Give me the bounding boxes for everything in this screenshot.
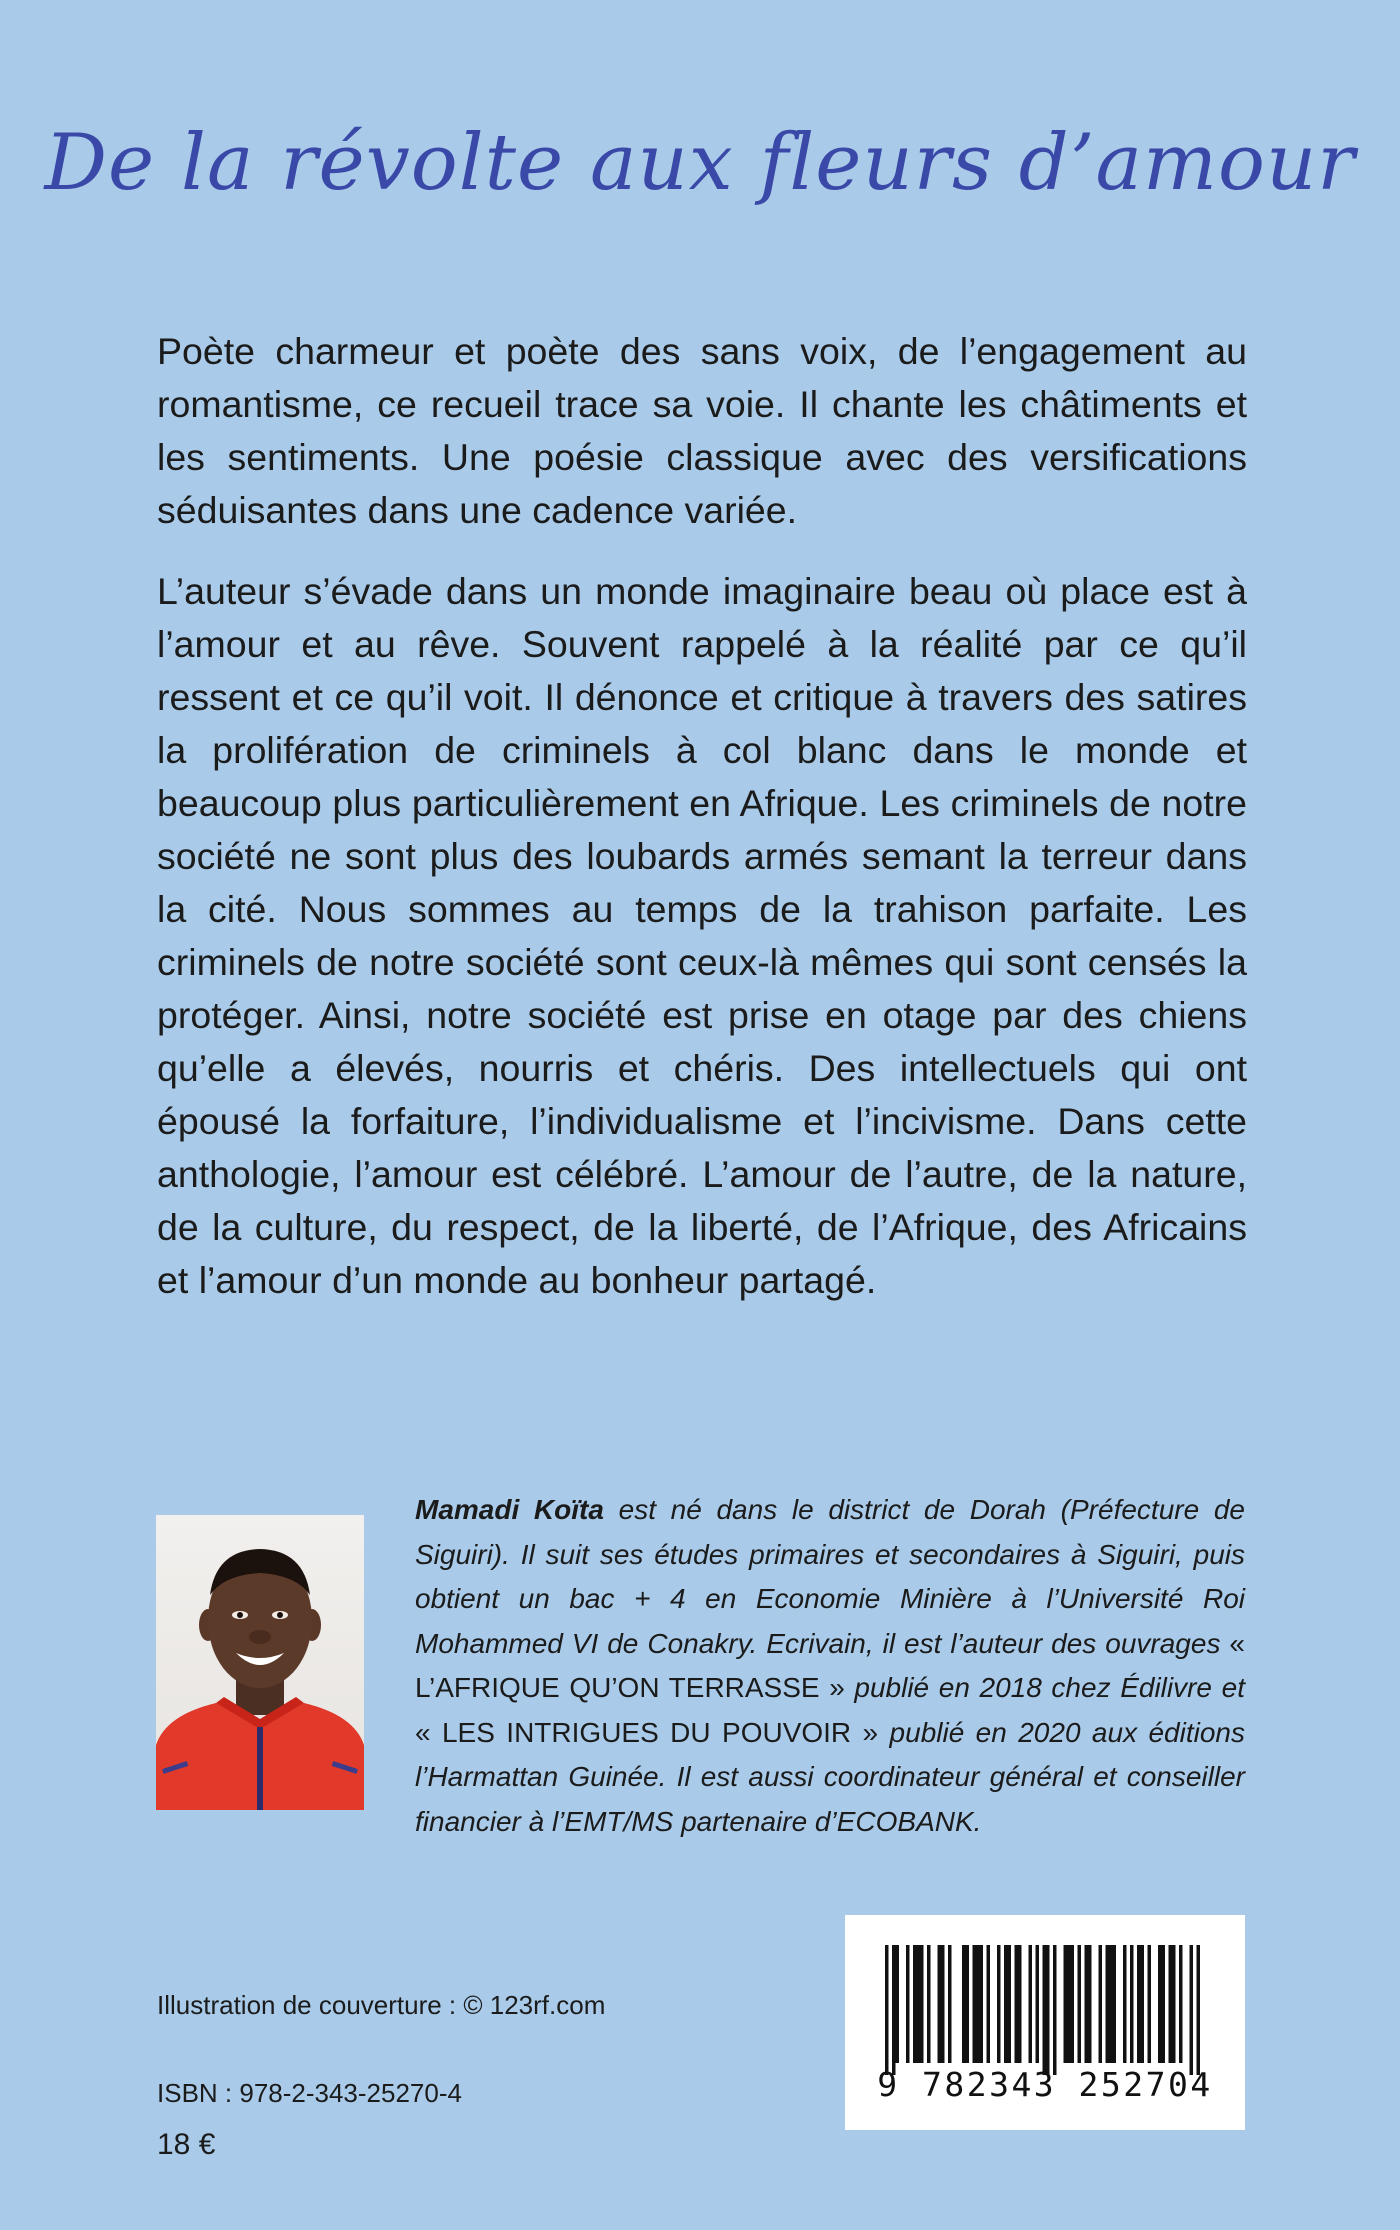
barcode-bar [976,1945,980,2063]
barcode-bar [896,1945,900,2063]
barcode-bar [1018,1945,1022,2063]
barcode-bar [1162,1945,1166,2063]
barcode-bar [1008,1945,1012,2063]
barcode-bar [1137,1945,1141,2063]
barcode-bar [1071,1945,1075,2063]
blurb-paragraph-1: Poète charmeur et poète des sans voix, de l’engagement au romantisme, ce recueil trace sa voie. Il chante les châtiments et les sentiments. Une poésie classique avec des versifications séduisantes dans une cadence variée. [157,330,1247,531]
barcode [845,1915,1245,2130]
barcode-bar [1197,1945,1201,2075]
barcode-bar [1053,1945,1057,2075]
barcode-bar [997,1945,1001,2063]
barcode-bar [917,1945,921,2063]
barcode-bar [948,1945,952,2063]
price: 18 € [157,2128,216,2161]
barcode-bar [1141,1945,1145,2063]
barcode-bar [1046,1945,1050,2075]
barcode-bar [1172,1945,1176,2063]
barcode-bar [1004,1945,1008,2063]
barcode-bar [941,1945,945,2063]
barcode-bar [1015,1945,1019,2063]
barcode-bar [920,1945,924,2063]
barcode-digits: 9 782343 252704 [877,2065,1213,2104]
barcode-bar [913,1945,917,2063]
book-title-2: « LES INTRIGUES DU POUVOIR » [415,1716,879,1748]
author-name: Mamadi Koïta [415,1494,604,1525]
author-bio-text-2: publié en 2018 chez Édilivre et [844,1672,1245,1703]
author-bio-text-1: est né dans le district de Dorah (Préfecture de Siguiri). Il suit ses études primaires et secondaires à Siguiri, puis obtient un bac + 4 en Economie Minière à l’Université Roi Mohammed VI de Conakry. Ecrivain, il est l’auteur des ouvrages [415,1494,1246,1659]
barcode-bar [1043,1945,1047,2075]
barcode-bar [962,1945,966,2063]
author-photo [156,1515,364,1810]
barcode-bar [973,1945,977,2063]
barcode-bar [1123,1945,1127,2063]
illustration-credit: Illustration de couverture : © 123rf.com [157,1990,606,2020]
barcode-bar [1029,1945,1033,2063]
barcode-bar [927,1945,931,2063]
barcode-bar [1113,1945,1117,2063]
isbn: ISBN : 978-2-343-25270-4 [157,2078,462,2108]
barcode-bar [1085,1945,1089,2063]
book-title-1: « L’AFRIQUE QU’ON TERRASSE » [415,1627,1245,1703]
barcode-bar [1099,1945,1103,2063]
barcode-bar [885,1945,889,2075]
author-bio-text-3: publié en 2020 aux éditions l’Harmattan Guinée. Il est aussi coordinateur général et conseiller financier à l’EMT/MS partenaire d’ECOBANK. [415,1716,1245,1837]
barcode-bar [1106,1945,1110,2063]
author-bio [415,1488,1245,1844]
barcode-bar [1109,1945,1113,2063]
barcode-bar [1190,1945,1194,2075]
blurb-paragraph-2: L’auteur s’évade dans un monde imaginaire beau où place est à l’amour et au rêve. Souvent rappelé à la réalité par ce qu’il ressent et ce qu’il voit. Il dénonce et critique à travers des satires la prolifération de criminels à col blanc dans le monde et beaucoup plus particulièrement en Afrique. Les criminels de notre société ne sont plus des loubards armés semant la terreur dans la cité. Nous sommes au temps de la trahison parfaite. Les criminels de notre société sont ceux-là mêmes qui sont censés la protéger. Ainsi, notre société est prise en otage par des chiens qu’elle a élevés, nourris et chéris. Des intellectuels qui ont épousé la forfaiture, l’individualisme et l’incivisme. Dans cette anthologie, l’amour est célébré. L’amour de l’autre, de la nature, de la culture, du respect, de la liberté, de l’Afrique, des Africains et l’amour d’un monde au bonheur partagé. [157,570,1247,1301]
barcode-bar [1067,1945,1071,2063]
barcode-bar [1169,1945,1173,2063]
barcode-bar [1148,1945,1152,2063]
barcode-bar [1179,1945,1183,2063]
barcode-bar [1078,1945,1082,2063]
barcode-bar [1158,1945,1162,2063]
barcode-bar [966,1945,970,2063]
barcode-bar [1130,1945,1134,2063]
barcode-bar [1088,1945,1092,2063]
barcode-bar [1036,1945,1040,2063]
barcode-bar [906,1945,910,2063]
barcode-bar [980,1945,984,2063]
barcode-bar [892,1945,896,2075]
author-portrait-icon [156,1515,364,1810]
barcode-bar [987,1945,991,2063]
barcode-bar [938,1945,942,2063]
barcode-bar [1064,1945,1068,2063]
book-title: De la révolte aux fleurs d’amour [44,118,1356,208]
